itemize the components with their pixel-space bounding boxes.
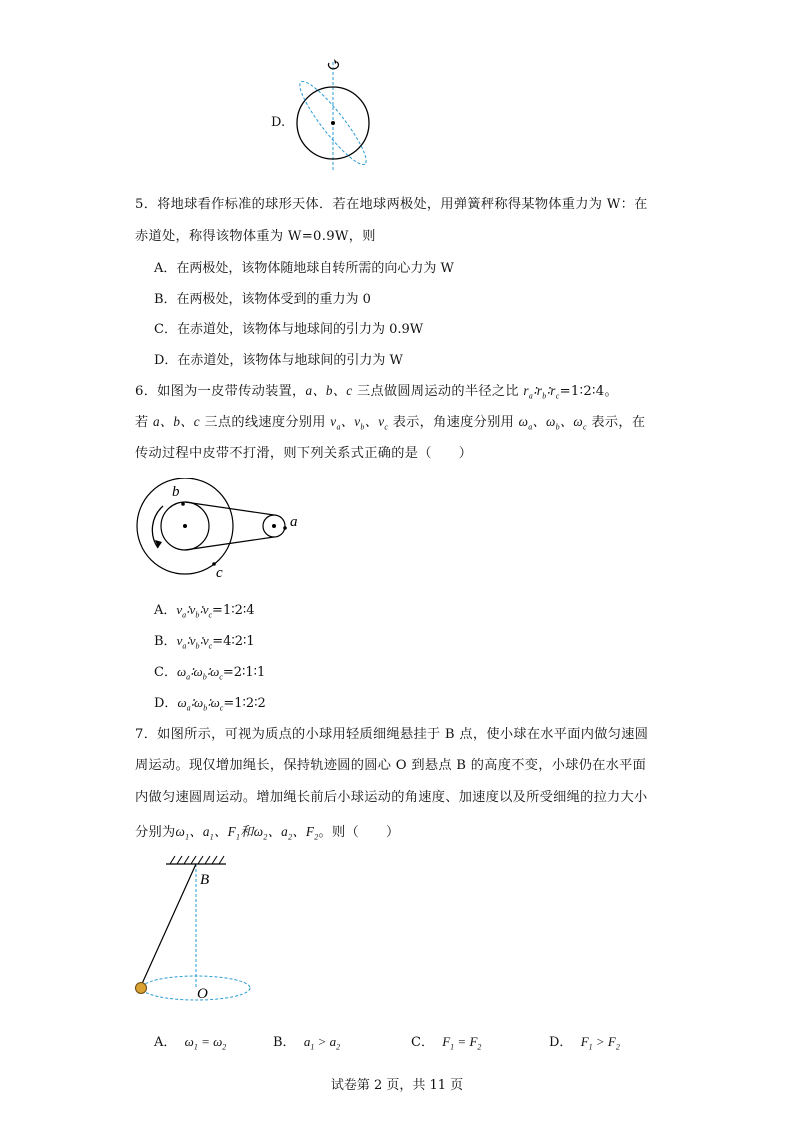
q6-stem-line2 bbox=[135, 411, 645, 432]
q6-stem-line1-mid: 三点做圆周运动的半径之比 bbox=[352, 384, 524, 399]
q7-stem-line1: 7．如图所示，可视为质点的小球用轻质细绳悬挂于 B 点，使小球在水平面内做匀速圆 bbox=[135, 727, 649, 742]
q4-option-d-label: D. bbox=[271, 115, 286, 130]
q6-option-d: D．$\omega_a∶\omega_b∶\omega_c=1∶2∶2$ bbox=[154, 695, 266, 713]
q6-stem-line2-vars: a、b、c bbox=[152, 414, 200, 429]
q6-option-c: C．$\omega_a∶\omega_b∶\omega_c=2∶1∶1$ bbox=[154, 664, 266, 682]
q6-label-c: c bbox=[216, 565, 223, 581]
q6-stem-line2-prefix: 若 bbox=[135, 415, 153, 430]
q6-belt-figure bbox=[130, 478, 310, 583]
q6-angular-velocities: $\omega_a$、$\omega_b$、$\omega_c$ bbox=[518, 414, 587, 432]
q7-stem-line4-prefix: 分别为 bbox=[135, 825, 176, 840]
q6-stem-line3: 传动过程中皮带不打滑，则下列关系式正确的是（ ） bbox=[135, 446, 473, 461]
q7-label-o: O bbox=[197, 986, 208, 1002]
q5-stem-line2: 赤道处，称得该物体重为 W=0.9W，则 bbox=[135, 229, 376, 244]
q6-stem-line1-vars: a、b、c bbox=[305, 383, 353, 398]
q5-option-b: B．在两极处，该物体受到的重力为 0 bbox=[154, 292, 371, 307]
q7-option-b: B． $a_1 > a_2$ bbox=[273, 1034, 341, 1052]
q4-option-d-figure bbox=[288, 54, 378, 172]
q5-option-c: C．在赤道处，该物体与地球间的引力为 0.9W bbox=[154, 322, 424, 337]
q6-stem-line1-ratio: =1∶2∶4。 bbox=[559, 384, 618, 399]
q7-option-a: A． $\omega_1 = \omega_2$ bbox=[154, 1034, 227, 1052]
q6-label-b: b bbox=[172, 484, 180, 500]
q7-option-d: D． $F_1 > F_2$ bbox=[549, 1034, 620, 1052]
q7-stem-line3: 内做匀速圆周运动。增加绳长前后小球运动的角速度、加速度以及所受细绳的拉力大小 bbox=[135, 790, 648, 805]
q6-radius-ratio: $r_a∶r_b∶r_c$ bbox=[523, 383, 560, 401]
q6-stem-line1 bbox=[135, 380, 618, 401]
q7-label-b: B bbox=[200, 872, 210, 888]
q6-label-a: a bbox=[290, 514, 298, 530]
q7-quantities: $\omega_1$、$a_1$、$F_1$和$\omega_2$、$a_2$、$F_2$ bbox=[175, 824, 319, 842]
q6-stem-line1-prefix: 6．如图为一皮带传动装置， bbox=[135, 384, 306, 399]
q6-linear-velocities: $v_a$、$v_b$、$v_c$ bbox=[330, 414, 389, 432]
q6-option-a: A．$v_a∶v_b∶v_c=1∶2∶4$ bbox=[154, 602, 255, 620]
q7-pendulum-figure bbox=[130, 852, 260, 1002]
q5-option-d: D．在赤道处，该物体与地球间的引力为 W bbox=[154, 353, 403, 368]
q7-stem-line2: 周运动。现仅增加绳长，保持轨迹圆的圆心 O 到悬点 B 的高度不变，小球仍在水平面 bbox=[135, 758, 647, 773]
q7-option-c: C． $F_1 = F_2$ bbox=[411, 1034, 482, 1052]
q7-stem-line4-suffix: 。则（ ） bbox=[318, 825, 400, 840]
q6-stem-line2-end: 表示，在 bbox=[586, 415, 646, 430]
q7-stem-line4 bbox=[135, 821, 399, 842]
q6-option-b: B．$v_a∶v_b∶v_c=4∶2∶1$ bbox=[154, 633, 255, 651]
q6-stem-line2-mid2: 表示，角速度分别用 bbox=[388, 415, 519, 430]
q5-stem-line1: 5．将地球看作标准的球形天体．若在地球两极处，用弹簧秤称得某物体重力为 W：在 bbox=[135, 197, 648, 212]
q5-option-a: A．在两极处，该物体随地球自转所需的向心力为 W bbox=[154, 261, 454, 276]
q6-stem-line2-mid: 三点的线速度分别用 bbox=[199, 415, 331, 430]
page-footer: 试卷第 2 页，共 11 页 bbox=[330, 1078, 464, 1093]
